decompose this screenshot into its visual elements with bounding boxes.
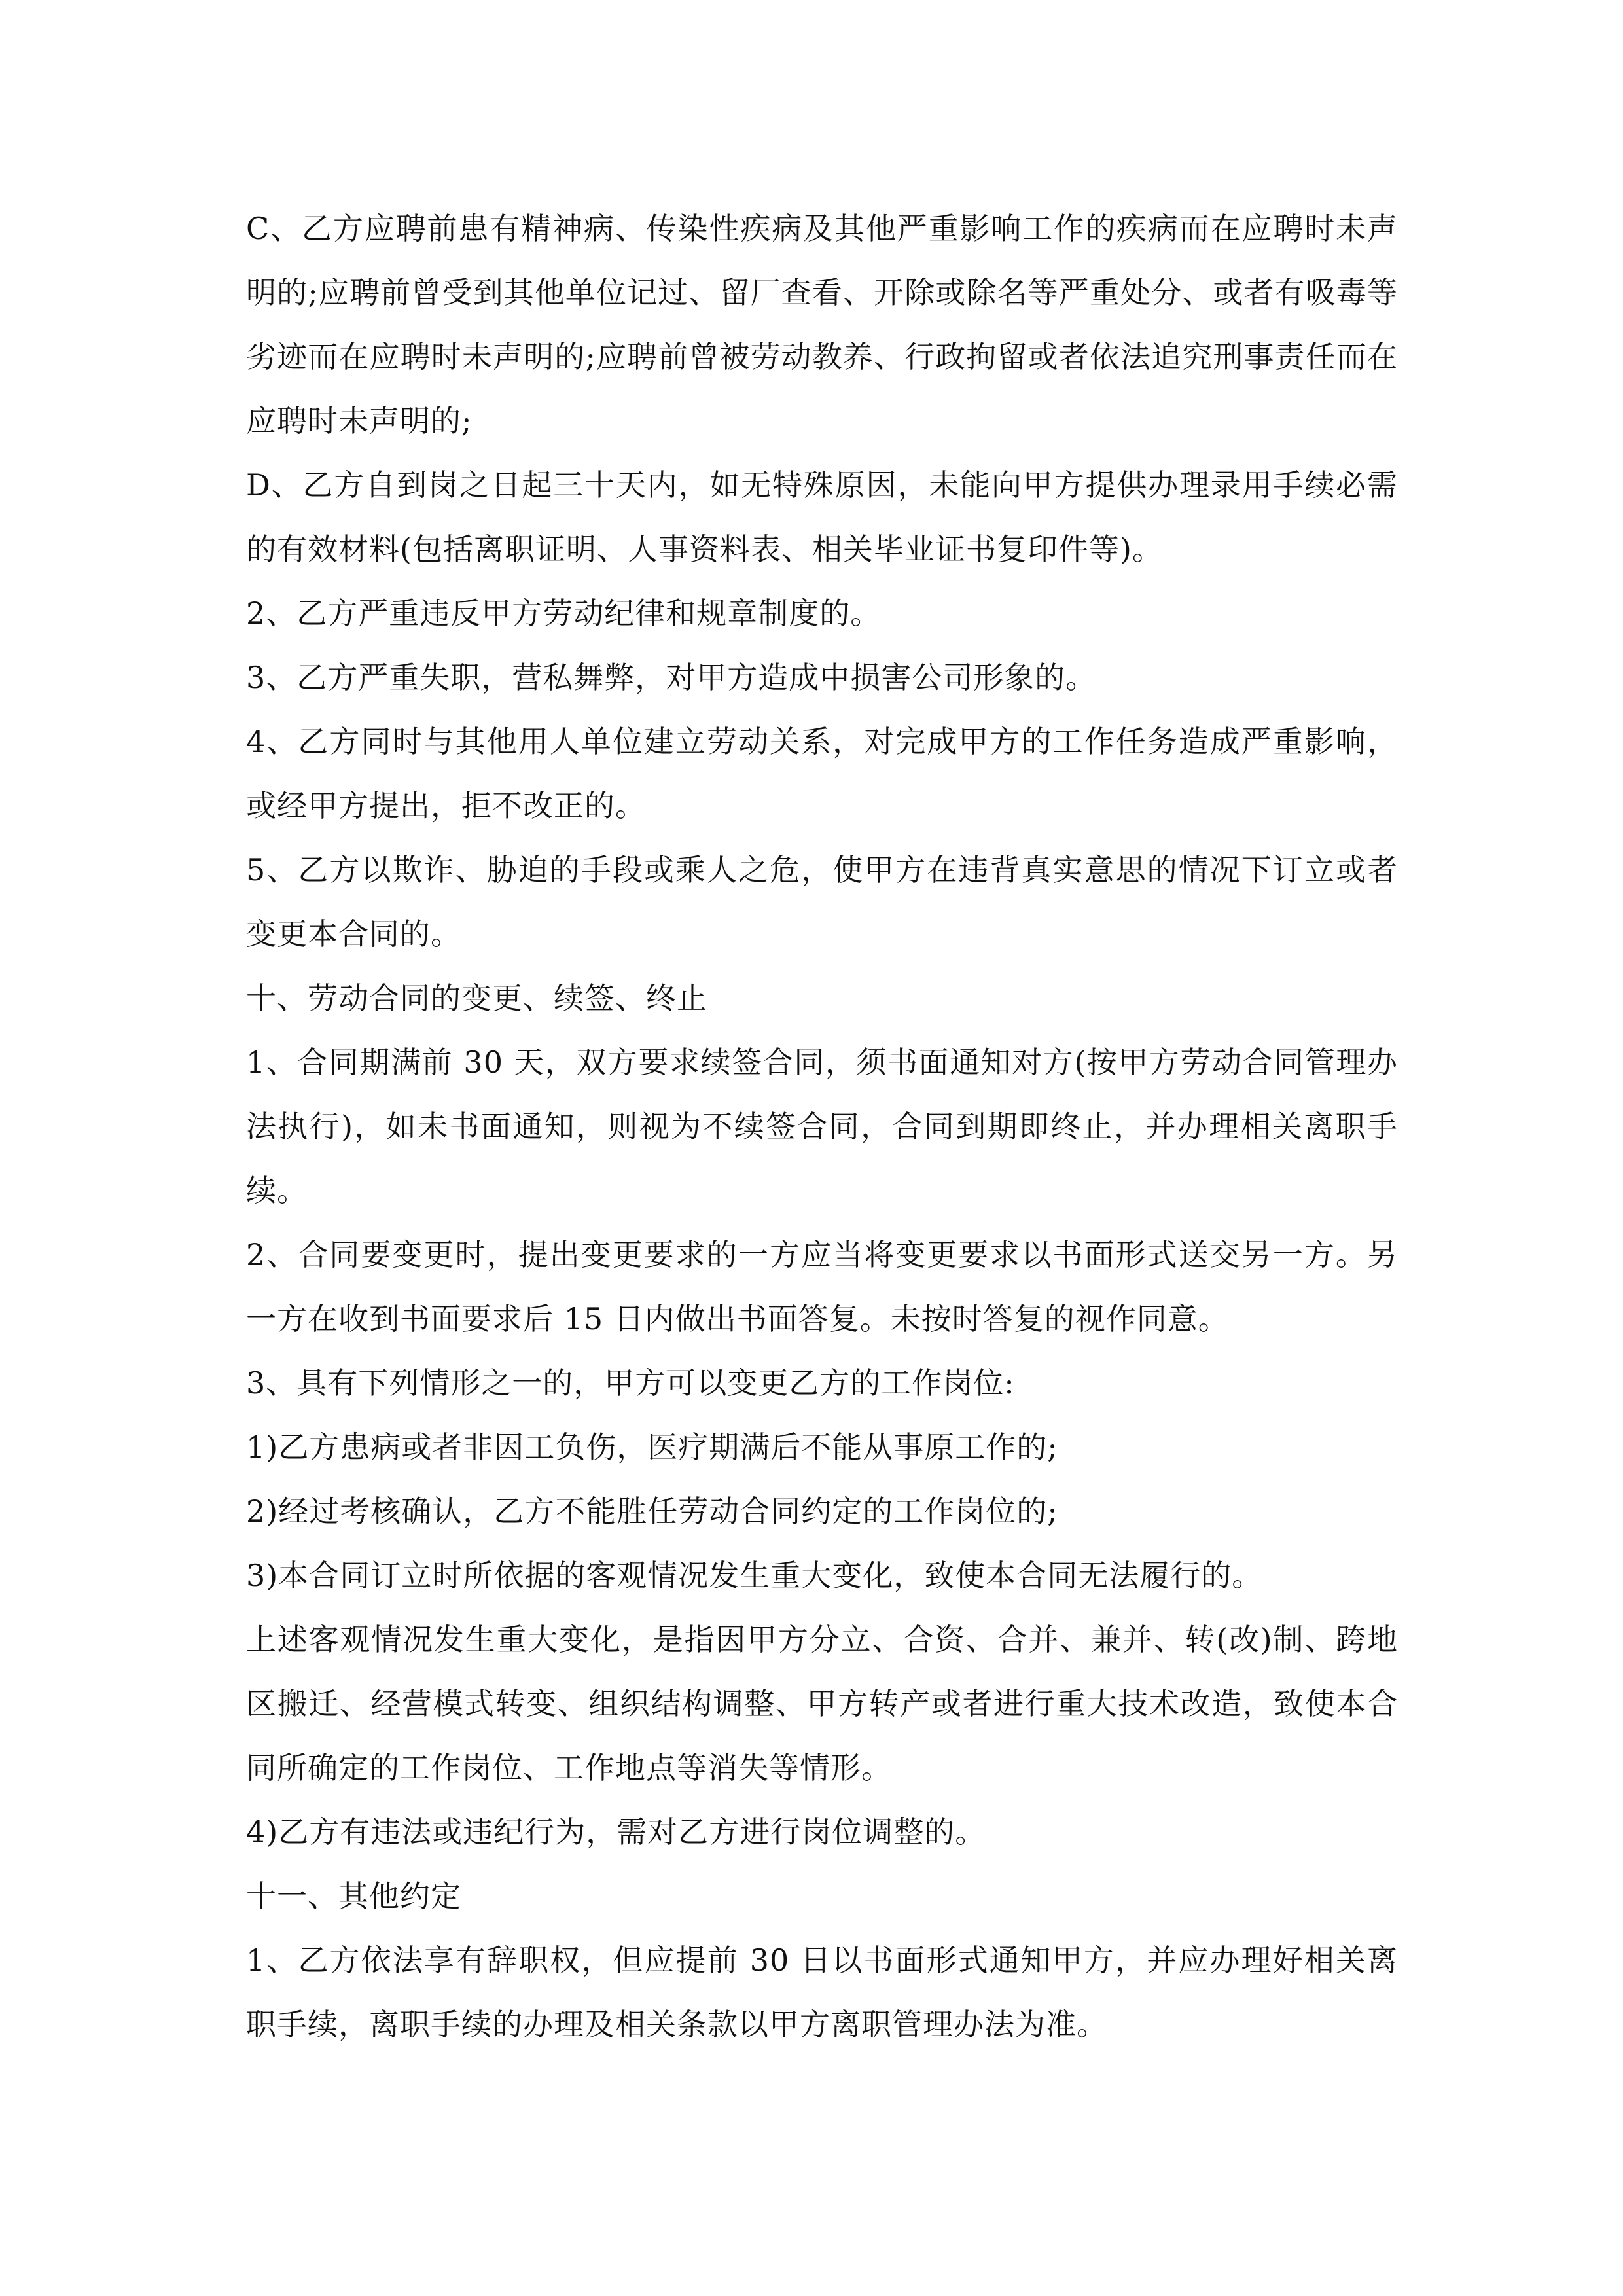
paragraph-change-2: 2、合同要变更时，提出变更要求的一方应当将变更要求以书面形式送交另一方。另一方在收到书面要求后 15 日内做出书面答复。未按时答复的视作同意。 (246, 1237, 1398, 1336)
document-body (246, 196, 1398, 2056)
paragraph-explanation: 上述客观情况发生重大变化，是指因甲方分立、合资、合并、兼并、转(改)制、跨地区搬迁、经营模式转变、组织结构调整、甲方转产或者进行重大技术改造，致使本合同所确定的工作岗位、工作地点等消失等情形。 (246, 1622, 1398, 1785)
paragraph-clause-d: D、乙方自到岗之日起三十天内，如无特殊原因，未能向甲方提供办理录用手续必需的有效材料(包括离职证明、人事资料表、相关毕业证书复印件等)。 (246, 467, 1398, 567)
paragraph-position-3: 3、具有下列情形之一的，甲方可以变更乙方的工作岗位: (246, 1365, 1015, 1401)
paragraph-subitem-4: 4)乙方有违法或违纪行为，需对乙方进行岗位调整的。 (246, 1814, 986, 1850)
paragraph-item-5: 5、乙方以欺诈、胁迫的手段或乘人之危，使甲方在违背真实意思的情况下订立或者变更本合同的。 (246, 852, 1398, 952)
paragraph-renewal-1: 1、合同期满前 30 天，双方要求续签合同，须书面通知对方(按甲方劳动合同管理办法执行)，如未书面通知，则视为不续签合同，合同到期即终止，并办理相关离职手续。 (246, 1045, 1398, 1208)
paragraph-subitem-2: 2)经过考核确认，乙方不能胜任劳动合同约定的工作岗位的; (246, 1494, 1058, 1529)
paragraph-subitem-1: 1)乙方患病或者非因工负伤，医疗期满后不能从事原工作的; (246, 1429, 1058, 1465)
paragraph-item-4: 4、乙方同时与其他用人单位建立劳动关系，对完成甲方的工作任务造成严重影响，或经甲方提出，拒不改正的。 (246, 724, 1398, 823)
paragraph-subitem-3: 3)本合同订立时所依据的客观情况发生重大变化，致使本合同无法履行的。 (246, 1558, 1263, 1593)
paragraph-item-3: 3、乙方严重失职，营私舞弊，对甲方造成中损害公司形象的。 (246, 660, 1097, 695)
paragraph-item-2: 2、乙方严重违反甲方劳动纪律和规章制度的。 (246, 596, 882, 631)
paragraph-clause-c: C、乙方应聘前患有精神病、传染性疾病及其他严重影响工作的疾病而在应聘时未声明的;应聘前曾受到其他单位记过、留厂查看、开除或除名等严重处分、或者有吸毒等劣迹而在应聘时未声明的;应聘前曾被劳动教养、行政拘留或者依法追究刑事责任而在应聘时未声明的; (246, 211, 1398, 439)
section-heading-11: 十一、其他约定 (246, 1878, 461, 1914)
section-heading-10: 十、劳动合同的变更、续签、终止 (246, 980, 707, 1016)
paragraph-resignation-1: 1、乙方依法享有辞职权，但应提前 30 日以书面形式通知甲方，并应办理好相关离职手续，离职手续的办理及相关条款以甲方离职管理办法为准。 (246, 1943, 1398, 2042)
